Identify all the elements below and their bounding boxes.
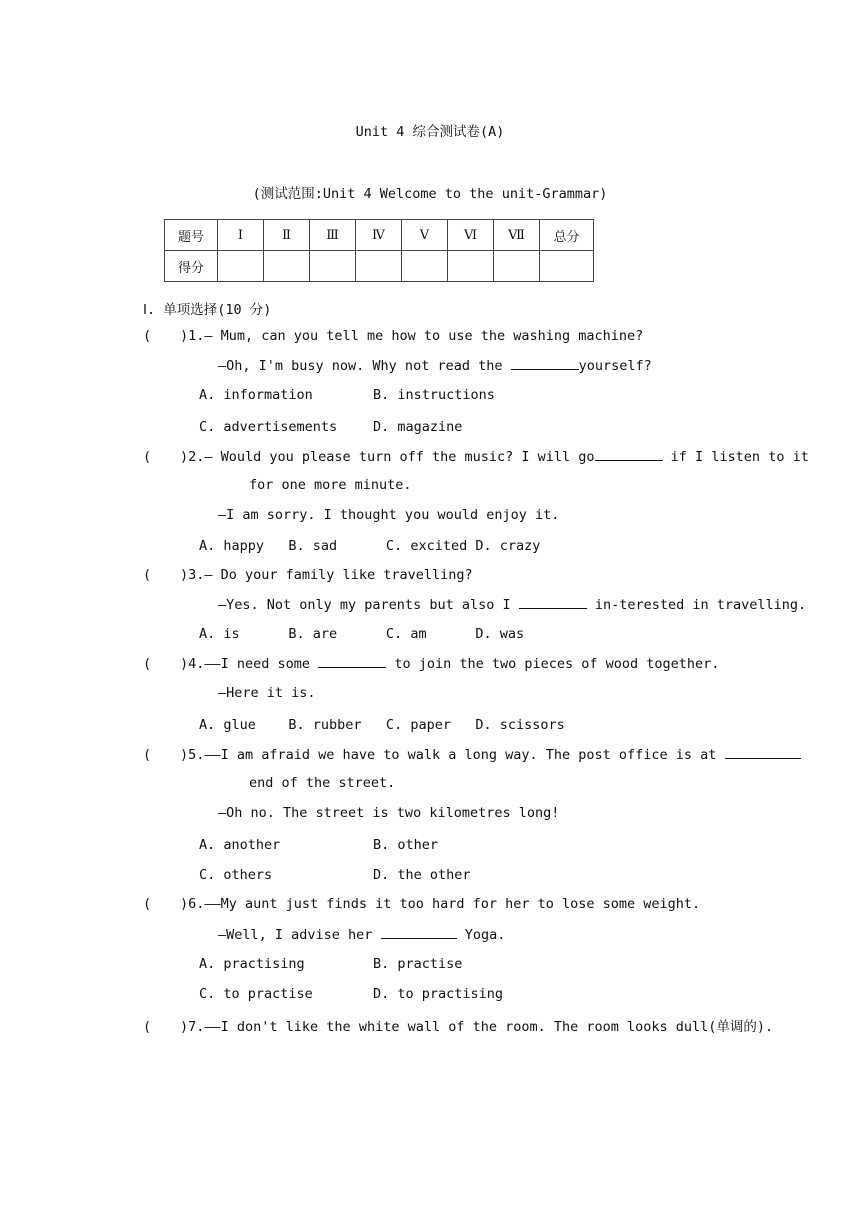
option-b[interactable]: B. practise [373,956,463,972]
score-input-3[interactable] [310,251,356,282]
question-4-options[interactable]: A. glue B. rubber C. paper D. scissors [199,717,565,733]
score-cell-5: Ⅴ [402,220,448,251]
score-row-label: 得分 [165,251,218,282]
option-a[interactable]: A. practising [199,956,305,972]
question-4-response: —Here it is. [218,685,316,701]
option-d[interactable]: D. the other [373,867,471,883]
option-b[interactable]: B. other [373,837,439,853]
score-cell-2: Ⅱ [264,220,310,251]
section-title: Ⅰ. 单项选择(10 分) [143,302,272,318]
score-cell-3: Ⅲ [310,220,356,251]
score-cell-7: Ⅶ [494,220,540,251]
question-5: ( )5.——I am afraid we have to walk a long way. The post office is at [143,746,801,763]
question-2-response: —I am sorry. I thought you would enjoy it. [218,507,560,523]
answer-blank[interactable] [318,655,386,668]
page-title: Unit 4 综合测试卷(A) [355,124,505,140]
answer-blank[interactable] [511,357,579,370]
page-subtitle: (测试范围:Unit 4 Welcome to the unit-Grammar) [252,186,608,202]
score-input-6[interactable] [448,251,494,282]
question-3-response: —Yes. Not only my parents but also I in-terested in travelling. [218,597,807,613]
score-cell-1: Ⅰ [218,220,264,251]
answer-blank[interactable] [595,448,663,461]
option-c[interactable]: C. others [199,867,273,883]
option-c[interactable]: C. to practise [199,986,313,1002]
question-1: ( )1.— Mum, can you tell me how to use the washing machine? [143,328,644,344]
question-6-response: —Well, I advise her Yoga. [218,927,506,943]
score-cell-label: 题号 [165,220,218,251]
score-input-5[interactable] [402,251,448,282]
question-2-options[interactable]: A. happy B. sad C. excited D. crazy [199,538,541,554]
option-d[interactable]: D. to practising [373,986,504,1002]
question-6: ( )6.——My aunt just finds it too hard for her to lose some weight. [143,896,701,912]
answer-blank[interactable] [725,746,801,759]
question-3: ( )3.— Do your family like travelling? [143,567,473,583]
score-input-7[interactable] [494,251,540,282]
question-4: ( )4.——I need some to join the two pieces of wood together. [143,656,720,672]
score-input-4[interactable] [356,251,402,282]
option-d[interactable]: D. magazine [373,419,463,435]
answer-blank[interactable] [519,596,587,609]
option-c[interactable]: C. advertisements [199,419,338,435]
score-input-1[interactable] [218,251,264,282]
option-a[interactable]: A. information [199,387,313,403]
question-3-options[interactable]: A. is B. are C. am D. was [199,626,525,642]
question-7: ( )7.——I don't like the white wall of the room. The room looks dull(单调的). [143,1019,774,1035]
answer-blank[interactable] [381,926,457,939]
score-cell-6: Ⅵ [448,220,494,251]
option-a[interactable]: A. another [199,837,281,853]
question-2-continued: for one more minute. [249,477,412,493]
question-5-response: —Oh no. The street is two kilometres long! [218,805,560,821]
question-1-response: —Oh, I'm busy now. Why not read the yourself? [218,358,652,374]
question-2: ( )2.— Would you please turn off the music? I will go if I listen to it [143,449,809,465]
option-b[interactable]: B. instructions [373,387,495,403]
score-cell-total: 总分 [540,220,594,251]
score-cell-4: Ⅳ [356,220,402,251]
score-table [164,219,594,282]
score-input-total[interactable] [540,251,594,282]
score-table-header-row [165,220,594,251]
score-table-score-row [165,251,594,282]
score-input-2[interactable] [264,251,310,282]
question-5-continued: end of the street. [249,775,396,791]
